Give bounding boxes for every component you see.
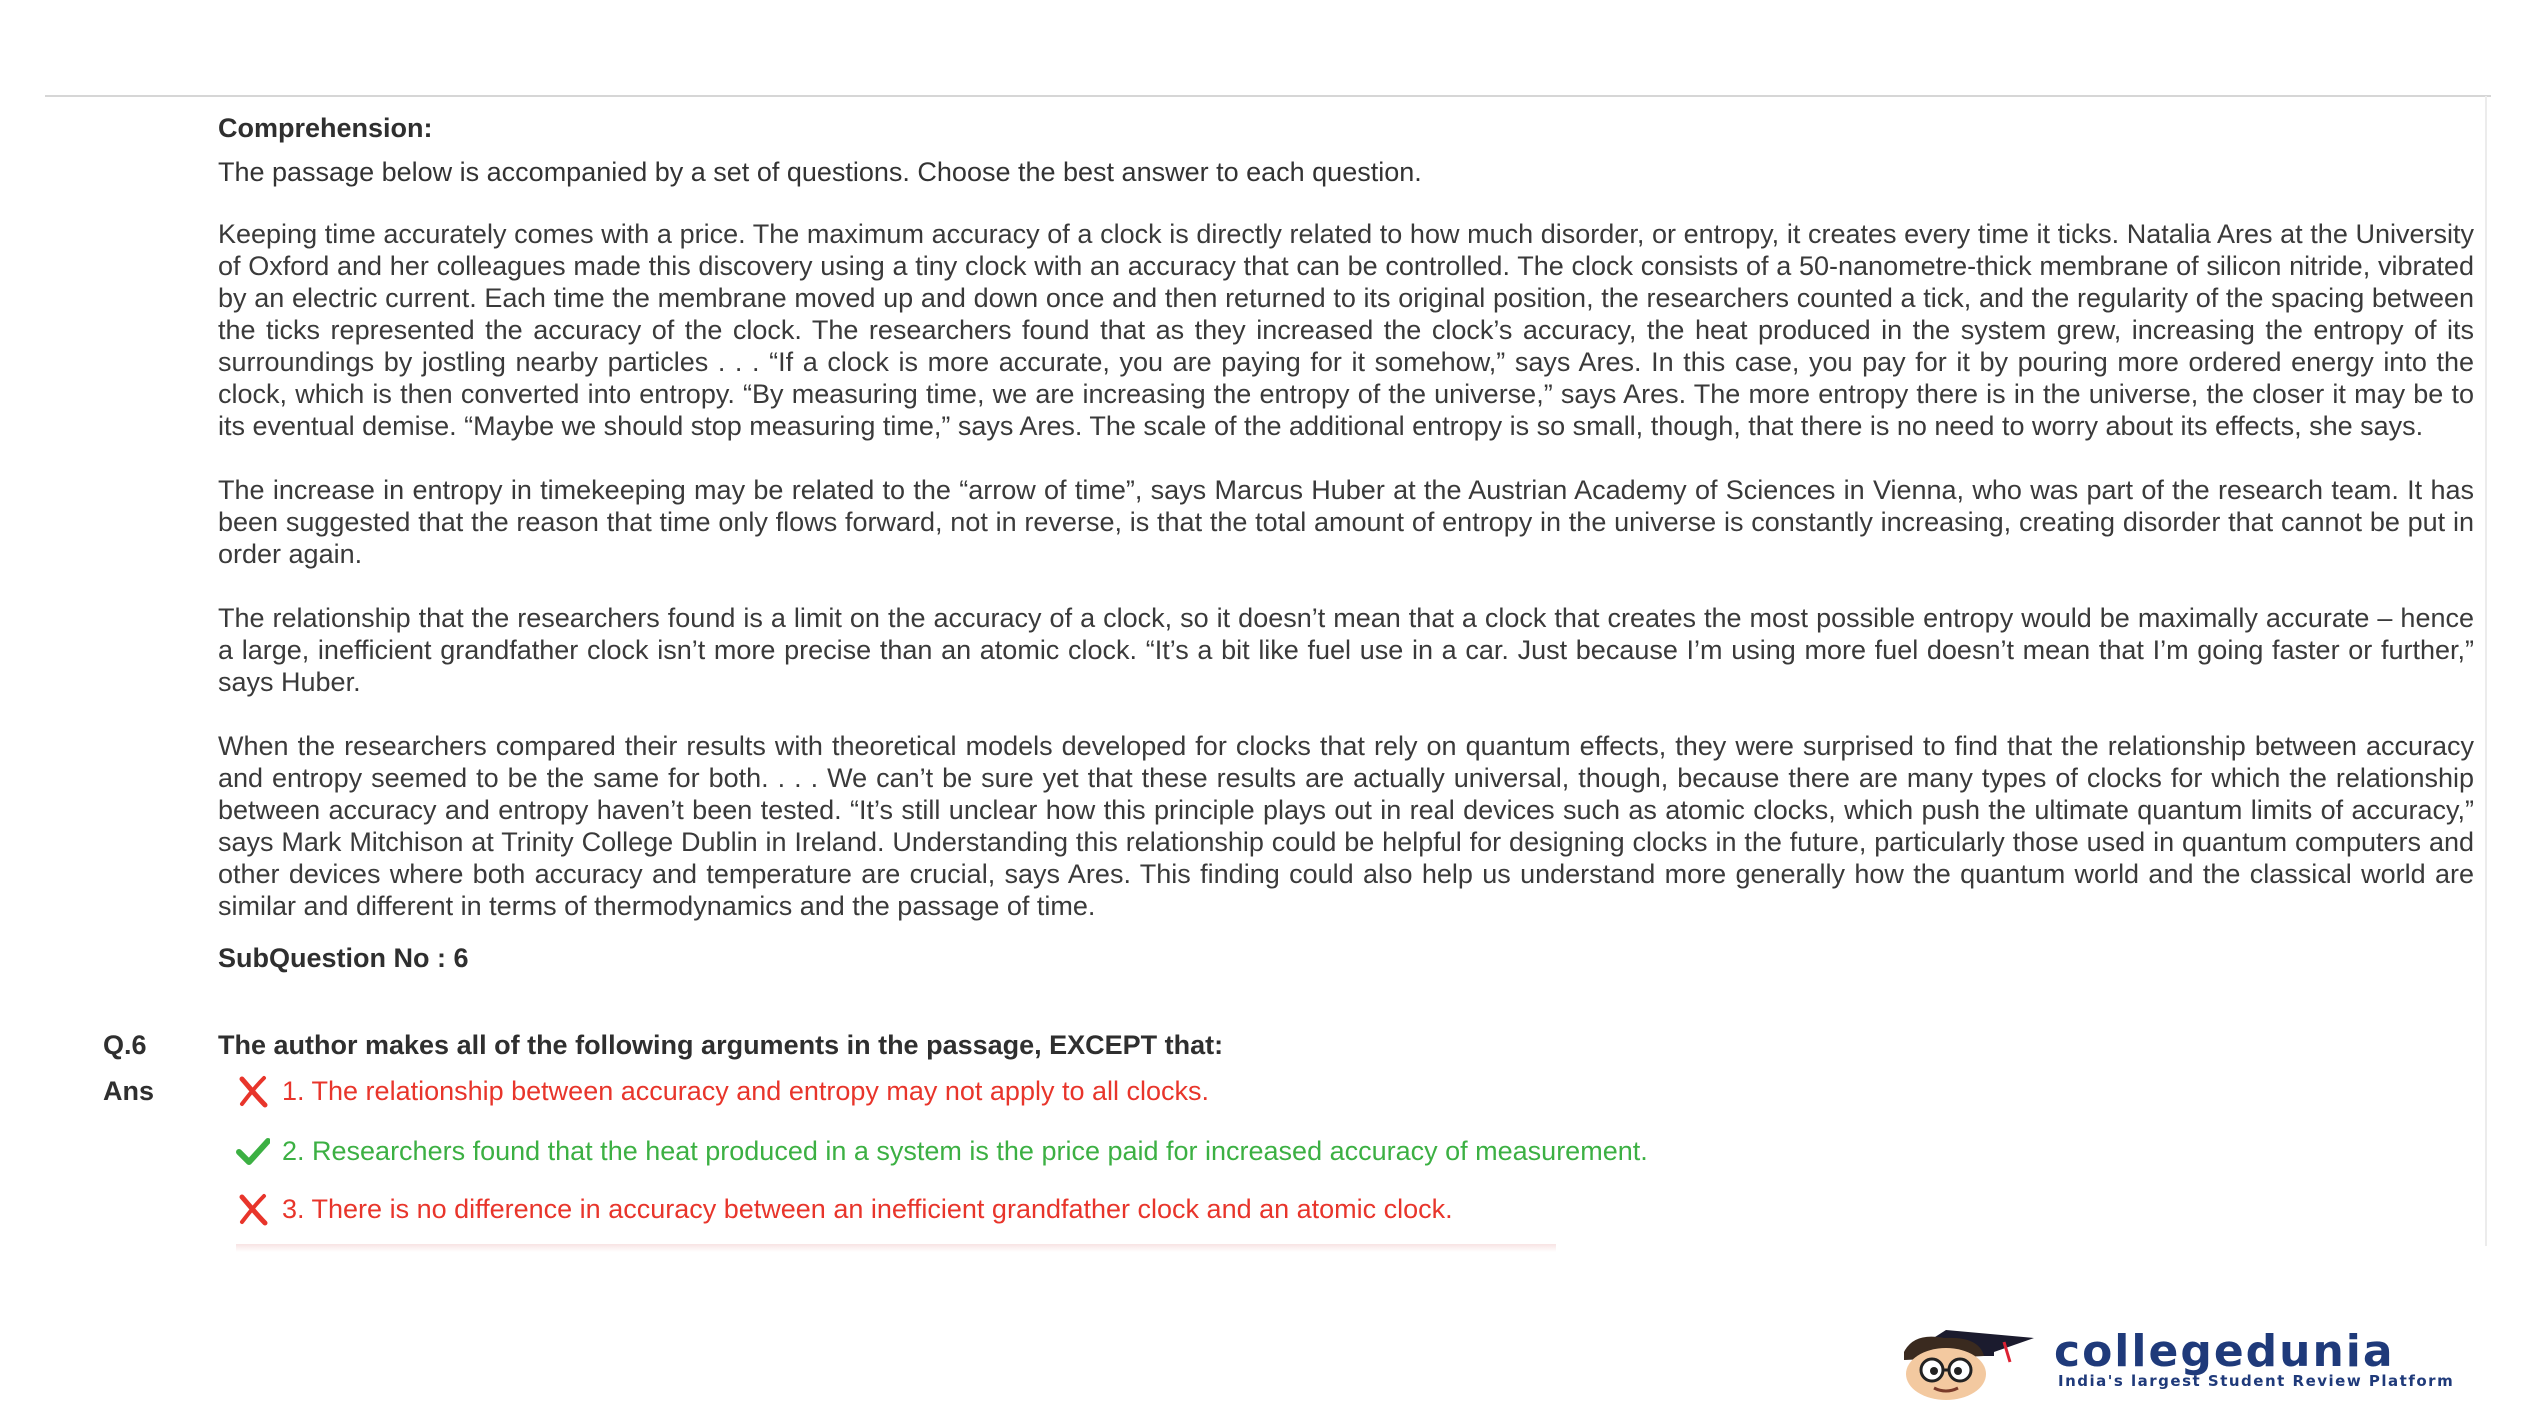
mascot-icon (1884, 1322, 2054, 1402)
comprehension-heading: Comprehension: (218, 113, 433, 143)
right-divider (2485, 96, 2487, 1246)
answer-option-1-text: 1. The relationship between accuracy and entropy may not apply to all clocks. (282, 1075, 1210, 1106)
logo-wordmark: collegedunia (2054, 1326, 2395, 1377)
passage-paragraph-1: Keeping time accurately comes with a price. The maximum accuracy of a clock is directly related to how much disorder, or entropy, it creates every time it ticks. Natalia Ares at the University of Oxford and her colleagues made this discovery using a tiny clock with an accuracy that can be controlled. The clock consists of a 50-nanometre-thick membrane of silicon nitride, vibrated by an electric current. Each time the membrane moved up and down once and then returned to its original position, the researchers counted a tick, and the regularity of the spacing between the ticks represented the accuracy of the clock. The researchers found that as they increased the clock’s accuracy, the heat produced in the system grew, increasing the entropy of its surroundings by jostling nearby particles . . . “If a clock is more accurate, you are paying for it somehow,” says Ares. In this case, you pay for it by pouring more ordered energy into the clock, which is then converted into entropy. “By measuring time, we are increasing the entropy of the universe,” says Ares. The more entropy there is in the universe, the closer it may be to its eventual demise. “Maybe we should stop measuring time,” says Ares. The scale of the additional entropy is so small, though, that there is no need to worry about its effects, she says. (218, 219, 2474, 441)
answer-label: Ans (103, 1076, 155, 1106)
answer-option-3-text: 3. There is no difference in accuracy between an inefficient grandfather clock and an atomic clock. (282, 1193, 1453, 1224)
comprehension-intro: The passage below is accompanied by a set of questions. Choose the best answer to each question. (218, 157, 1422, 187)
top-divider (45, 95, 2491, 97)
cross-icon (236, 1074, 270, 1108)
logo-tagline: India's largest Student Review Platform (2058, 1372, 2455, 1390)
check-icon (236, 1134, 270, 1168)
question-text: The author makes all of the following arguments in the passage, EXCEPT that: (218, 1030, 1224, 1060)
answer-option-2[interactable] (236, 1134, 1648, 1168)
answer-option-1[interactable] (236, 1074, 1209, 1108)
cross-icon (236, 1192, 270, 1226)
answer-option-2-text: 2. Researchers found that the heat produced in a system is the price paid for increased accuracy of measurement. (282, 1135, 1648, 1166)
passage-paragraph-4: When the researchers compared their results with theoretical models developed for clocks that rely on quantum effects, they were surprised to find that the relationship between accuracy and entropy seemed to be the same for both. . . . We can’t be sure yet that these results are actually universal, though, because there are many types of clocks for which the relationship between accuracy and entropy haven’t been tested. “It’s still unclear how this principle plays out in real devices such as atomic clocks, which push the ultimate quantum limits of accuracy,” says Mark Mitchison at Trinity College Dublin in Ireland. Understanding this relationship could be helpful for designing clocks in the future, particularly those used in quantum computers and other devices where both accuracy and temperature are crucial, says Ares. This finding could also help us understand more generally how the quantum world and the classical world are similar and different in terms of thermodynamics and the passage of time. (218, 731, 2474, 921)
question-number: Q.6 (103, 1030, 147, 1060)
subquestion-label: SubQuestion No : 6 (218, 943, 469, 973)
passage-paragraph-2: The increase in entropy in timekeeping may be related to the “arrow of time”, says Marcus Huber at the Austrian Academy of Sciences in Vienna, who was part of the research team. It has been suggested that the reason that time only flows forward, not in reverse, is that the total amount of entropy in the universe is constantly increasing, creating disorder that cannot be put in order again. (218, 475, 2474, 569)
cropped-option-remnant (236, 1244, 1556, 1252)
answer-option-3[interactable] (236, 1192, 1453, 1226)
passage-paragraph-3: The relationship that the researchers found is a limit on the accuracy of a clock, so it doesn’t mean that a clock that creates the most possible entropy would be maximally accurate – hence a large, inefficient grandfather clock isn’t more precise than an atomic clock. “It’s a bit like fuel use in a car. Just because I’m using more fuel doesn’t mean that I’m going faster or further,” says Huber. (218, 603, 2474, 697)
collegedunia-logo (1884, 1322, 2524, 1402)
comprehension-section (218, 112, 2474, 974)
